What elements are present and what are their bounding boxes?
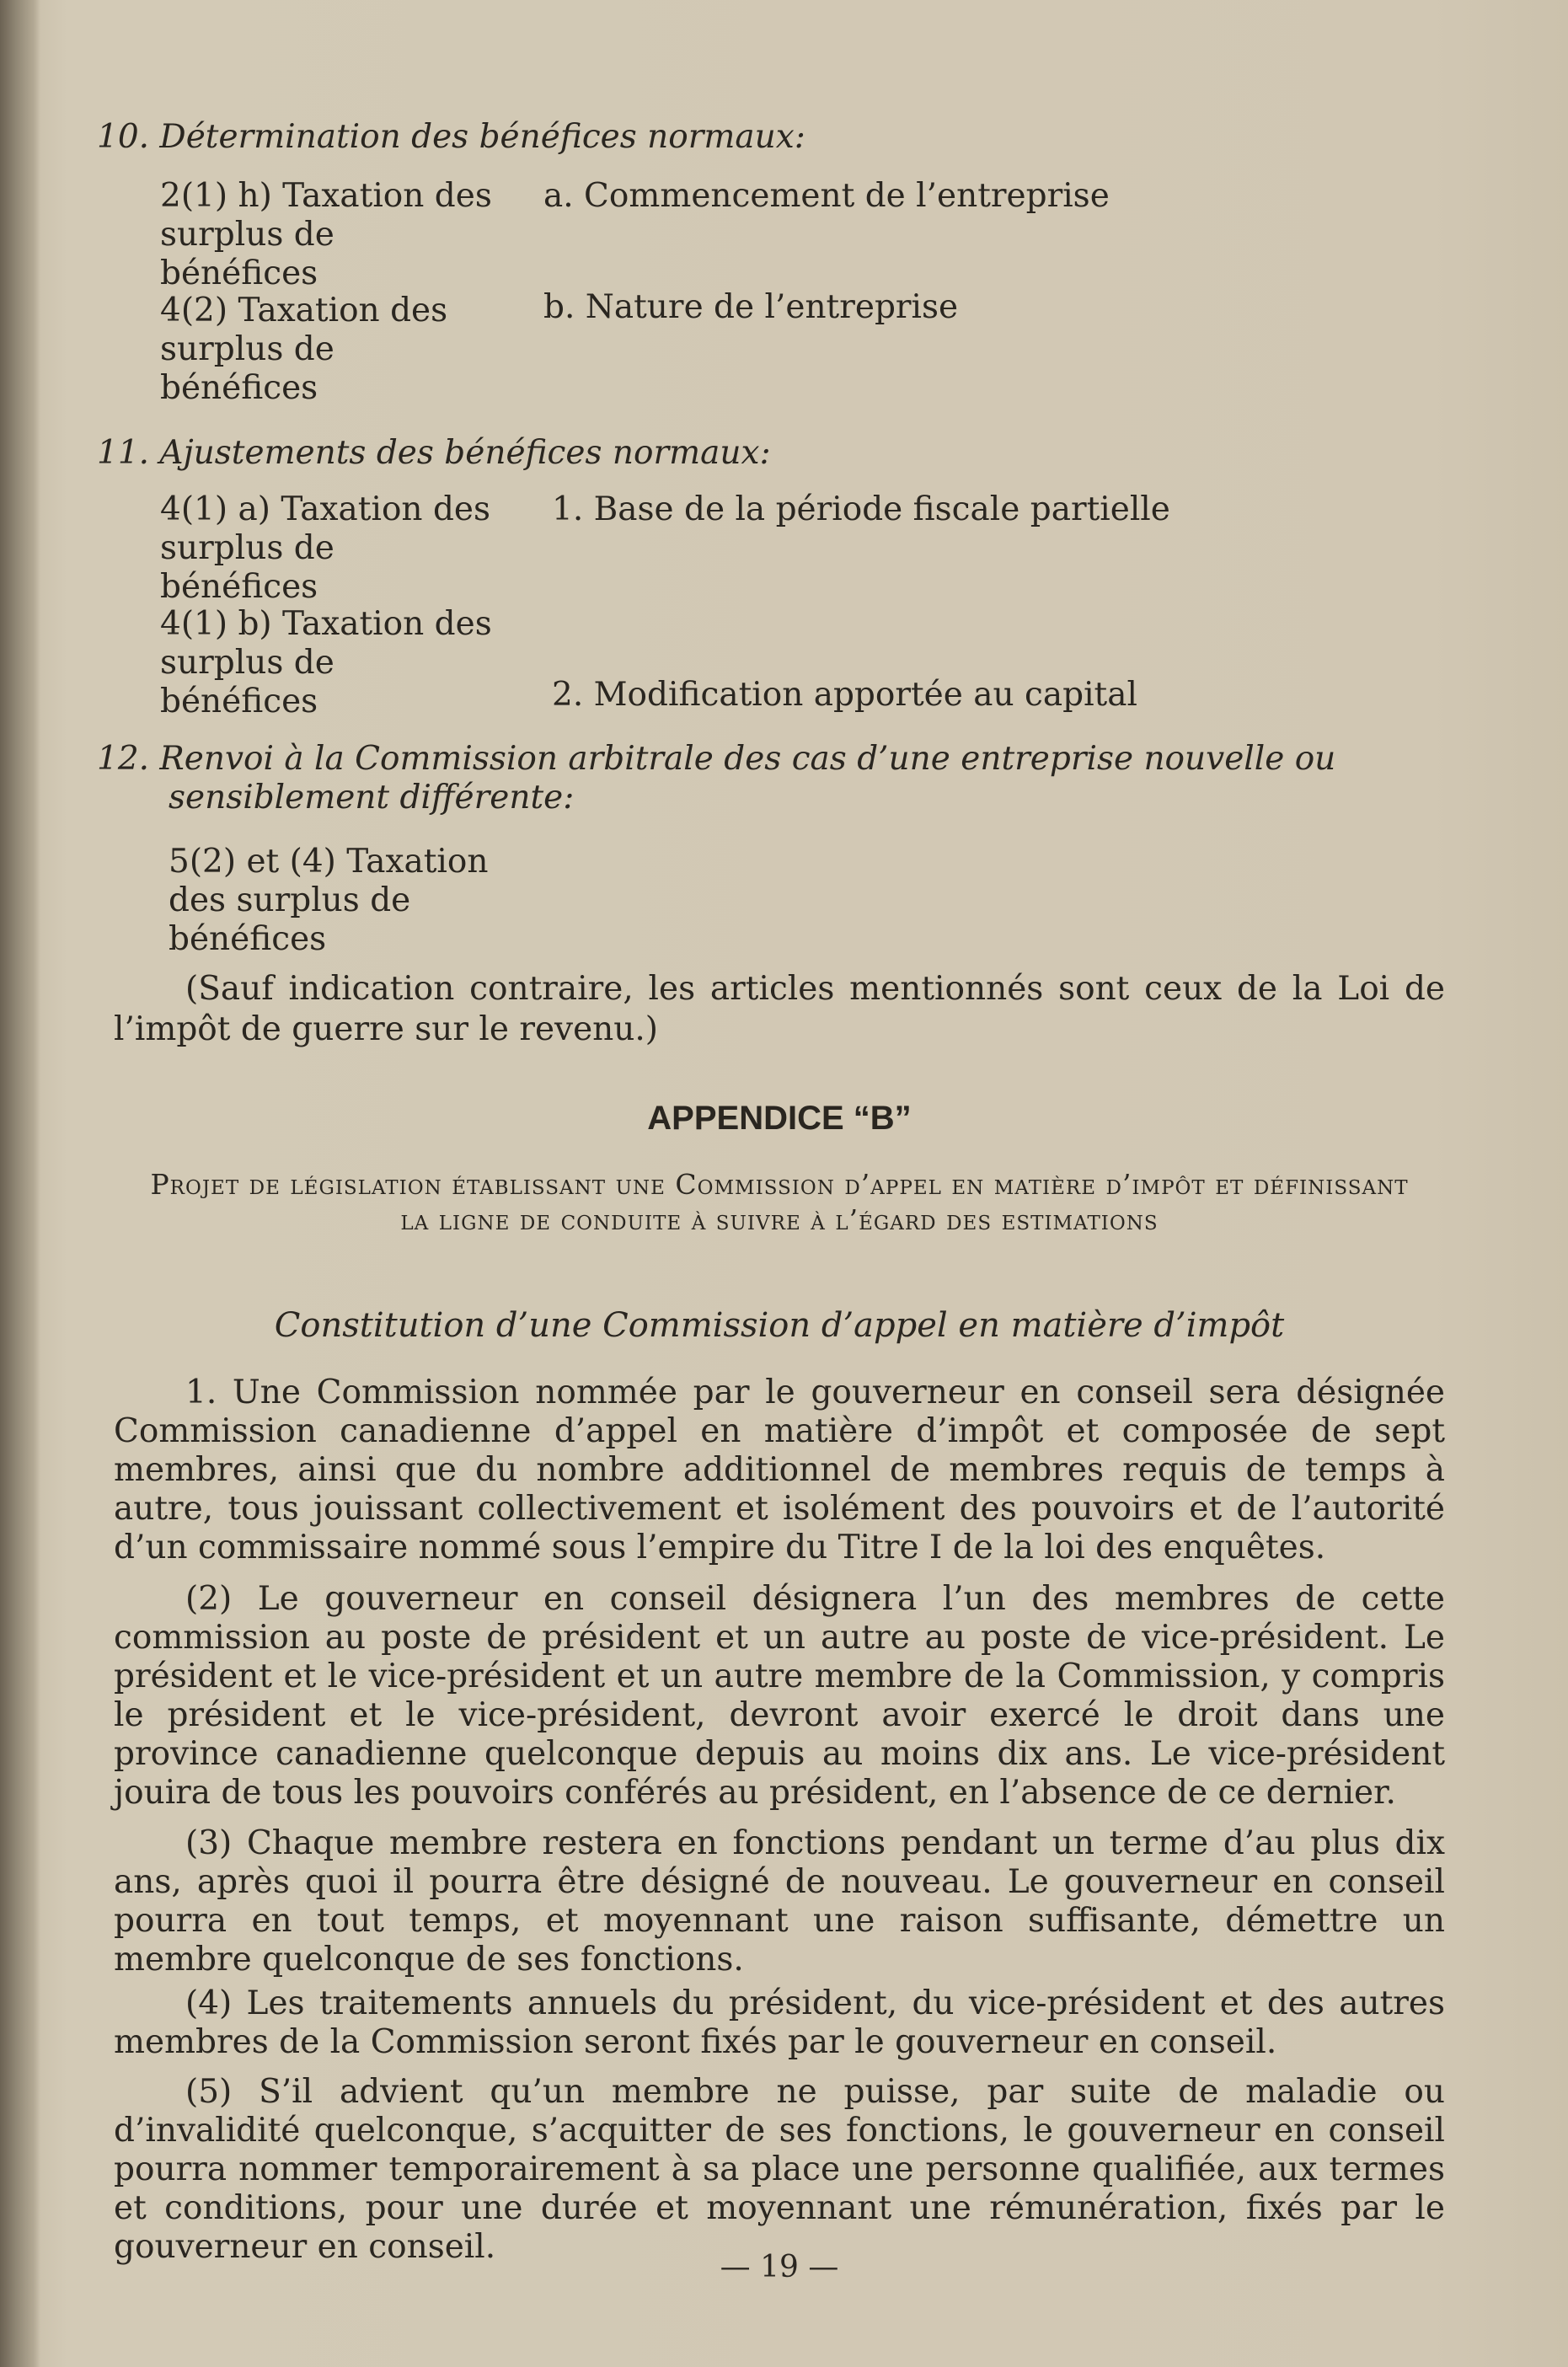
item-10-ref-1: 2(1) h) Taxation des surplus de bénéfices [160, 177, 492, 292]
paragraph-1: 1. Une Commission nommée par le gouverneur en conseil sera désignée Commission canadienne d’appel en matière d’impôt et composée de sept membres, ainsi que du nombre additionnel de membres requis de temps à autre, tous jouissant collectivement et isolément des pouvoirs et de l’autorité d’un commissaire nommé sous l’empire du Titre I de la loi des enquêtes. [114, 1374, 1445, 1566]
appendix-subtitle: Projet de législation établissant une Commission d’appel en matière d’impôt et définissant la ligne de conduite à suivre à l’égard des estimations [150, 1168, 1409, 1236]
item-11-title: 11. Ajustements des bénéfices normaux: [97, 434, 771, 472]
page-binding-edge [0, 0, 40, 2367]
item-11-ref-2: 4(1) b) Taxation des surplus de bénéfices [160, 605, 492, 720]
appendix-title: APPENDICE “B” [647, 1100, 912, 1137]
paragraph-4: (4) Les traitements annuels du président, du vice-président et des autres membres de la Commission seront fixés par le gouverneur en conseil. [114, 1984, 1445, 2061]
item-11-topic-2: 2. Modification apportée au capital [552, 676, 1137, 714]
page-number: — 19 — [720, 2250, 839, 2284]
item-10-title: 10. Détermination des bénéfices normaux: [97, 118, 805, 156]
paragraph-2: (2) Le gouverneur en conseil désignera l’un des membres de cette commission au poste de président et un autre au poste de vice-président. Le président et le vice-président et un autre membre de la Commission, y compris le président et le vice-président, devront avoir exercé le droit dans une province canadienne quelconque depuis au moins dix ans. Le vice-président jouira de tous les pouvoirs conférés au président, en l’absence de ce dernier. [114, 1580, 1445, 1812]
item-11-ref-1: 4(1) a) Taxation des surplus de bénéfices [160, 490, 490, 606]
item-10-topic-b: b. Nature de l’entreprise [543, 288, 959, 326]
section-title: Constitution d’une Commission d’appel en matière d’impôt [274, 1306, 1285, 1345]
item-10-ref-2: 4(2) Taxation des surplus de bénéfices [160, 292, 448, 407]
item-10-topic-a: a. Commencement de l’entreprise [543, 177, 1110, 215]
note-paragraph: (Sauf indication contraire, les articles mentionnés sont ceux de la Loi de l’impôt de guerre sur le revenu.) [114, 970, 1445, 1048]
item-12-title: 12. Renvoi à la Commission arbitrale des cas d’une entreprise nouvelle ou sensiblement différente: [97, 740, 1336, 817]
item-11-topic-1: 1. Base de la période fiscale partielle [552, 490, 1170, 528]
paragraph-3: (3) Chaque membre restera en fonctions pendant un terme d’au plus dix ans, après quoi il pourra être désigné de nouveau. Le gouverneur en conseil pourra en tout temps, et moyennant une raison suffisante, démettre un membre quelconque de ses fonctions. [114, 1824, 1445, 1979]
item-12-ref-1: 5(2) et (4) Taxation des surplus de bénéfices [169, 843, 489, 958]
paragraph-5: (5) S’il advient qu’un membre ne puisse, par suite de maladie ou d’invalidité quelconque, s’acquitter de ses fonctions, le gouverneur en conseil pourra nommer temporairement à sa place une personne qualifiée, aux termes et conditions, pour une durée et moyennant une rémunération, fixés par le gouverneur en conseil. [114, 2073, 1445, 2266]
